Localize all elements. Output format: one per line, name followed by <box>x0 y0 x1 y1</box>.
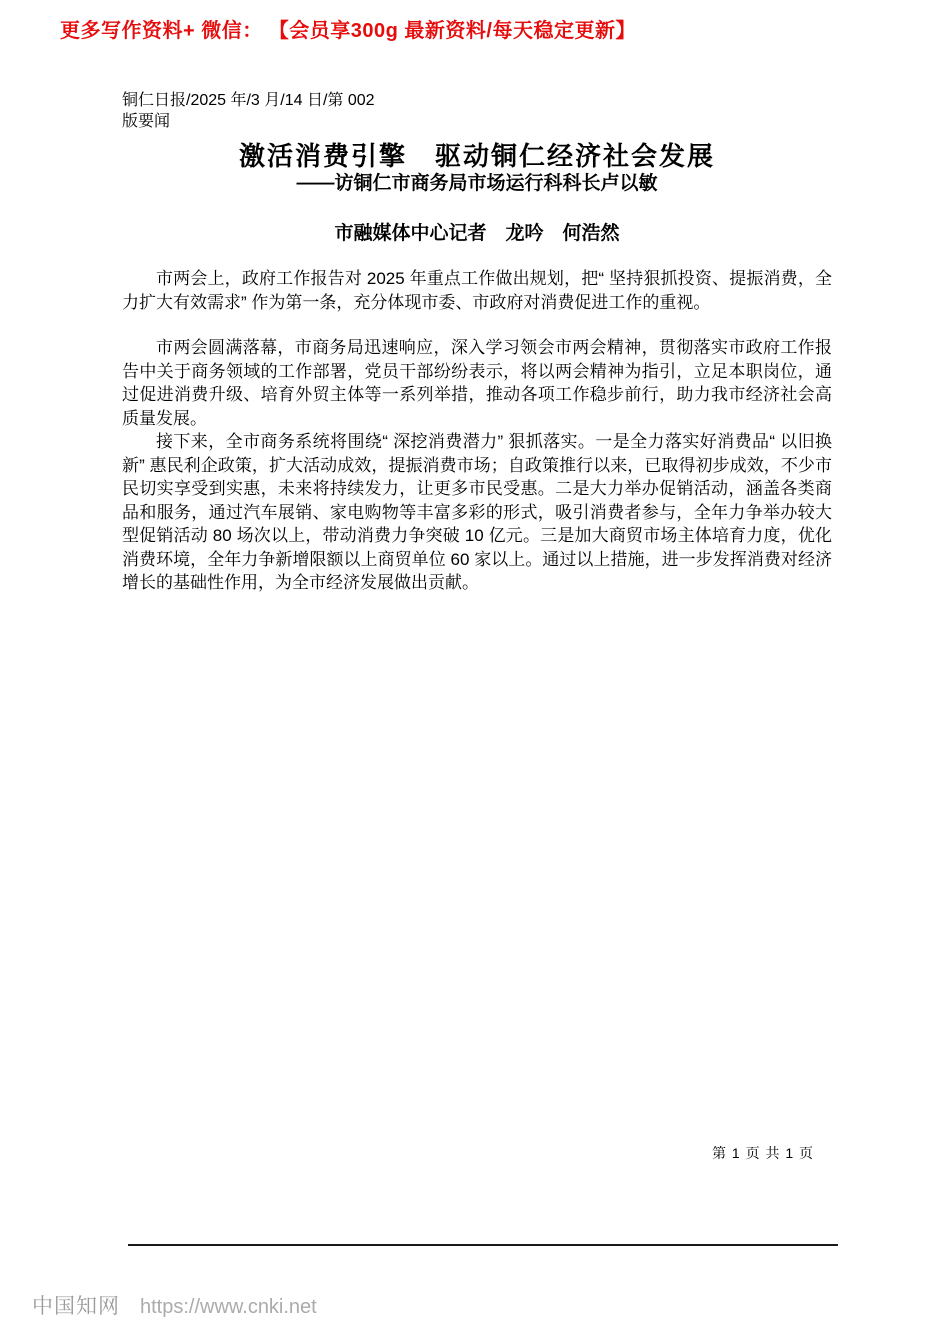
promo-banner: 更多写作资料+ 微信： 【会员享300g 最新资料/每天稳定更新】 <box>60 20 636 42</box>
article-byline: 市融媒体中心记者 龙吟 何浩然 <box>334 223 620 244</box>
article-title: 激活消费引擎 驱动铜仁经济社会发展 <box>238 141 715 171</box>
cnki-site-url: https://www.cnki.net <box>140 1296 317 1318</box>
source-header-line2: 版要闻 <box>122 113 171 130</box>
document-page <box>122 90 832 595</box>
footer-divider-line <box>128 1244 838 1246</box>
paragraph-2: 市两会圆满落幕，市商务局迅速响应，深入学习领会市两会精神，贯彻落实市政府工作报告中关于商务领域的工作部署，党员干部纷纷表示，将以两会精神为指引，立足本职岗位，通过促进消费升级、培育外贸主体等一系列举措，推动各项工作稳步前行，助力我市经济社会高质量发展。 <box>122 338 832 428</box>
cnki-site-name: 中国知网 <box>32 1295 120 1318</box>
page-number-indicator: 第 1 页 共 1 页 <box>712 1145 815 1161</box>
source-header <box>122 90 832 132</box>
source-header-line1: 铜仁日报/2025 年/3 月/14 日/第 002 <box>122 92 375 109</box>
paragraph-3: 接下来，全市商务系统将围绕“ 深挖消费潜力” 狠抓落实。一是全力落实好消费品“ 以旧换新” 惠民利企政策，扩大活动成效，提振消费市场；自政策推行以来，已取得初步成效，不少市民切实享受到实惠，未来将持续发力，让更多市民受惠。二是大力举办促销活动，涵盖各类商品和服务，通过汽车展销、家电购物等丰富多彩的形式，吸引消费者参与，全年力争举办较大型促销活动 80 场次以上，带动消费力争突破 10 亿元。三是加大商贸市场主体培育力度，优化消费环境，全年力争新增限额以上商贸单位 60 家以上。通过以上措施，进一步发挥消费对经济增长的基础性作用，为全市经济发展做出贡献。 <box>122 432 832 592</box>
cnki-watermark <box>32 1290 317 1320</box>
article-subtitle: ——访铜仁市商务局市场运行科科长卢以敏 <box>296 173 658 194</box>
article-body <box>122 267 832 595</box>
paragraph-1: 市两会上，政府工作报告对 2025 年重点工作做出规划，把“ 坚持狠抓投资、提振消费，全力扩大有效需求” 作为第一条，充分体现市委、市政府对消费促进工作的重视。 <box>122 269 832 312</box>
